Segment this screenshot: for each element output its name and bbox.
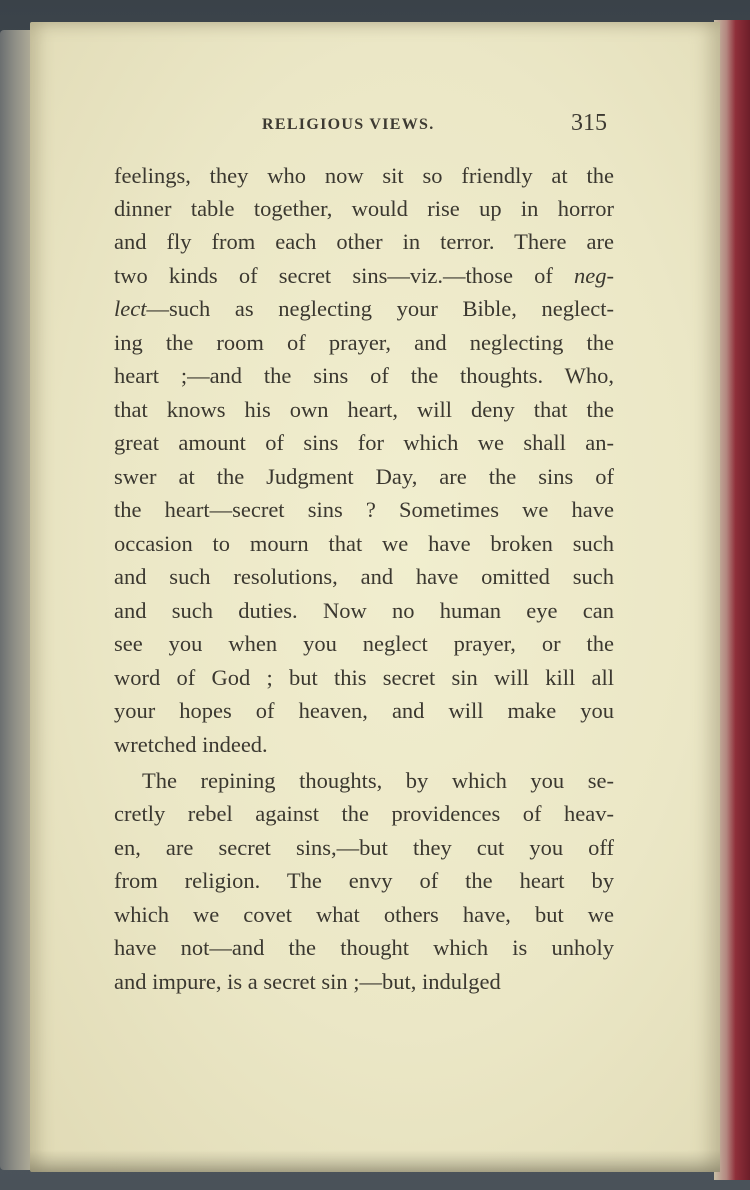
text-line: have not—and the thought which is unholy [114, 935, 614, 960]
text-line: wretched indeed. [114, 732, 268, 757]
text-line: and such resolutions, and have omitted such [114, 564, 614, 589]
text-line: which we covet what others have, but we [114, 902, 614, 927]
text-line: from religion. The envy of the heart by [114, 868, 614, 893]
running-head: RELIGIOUS VIEWS. [262, 116, 435, 133]
text-line: that knows his own heart, will deny that the [114, 397, 614, 422]
text-line: ing the room of prayer, and neglecting the [114, 330, 614, 355]
text-line: two kinds of secret sins—viz.—those of neg- [114, 263, 614, 288]
page-bottom-shadow [30, 1150, 720, 1172]
text-line: and impure, is a secret sin ;—but, indulged [114, 969, 501, 994]
text-line: occasion to mourn that we have broken such [114, 531, 614, 556]
text-line: your hopes of heaven, and will make you [114, 698, 614, 723]
text-line: great amount of sins for which we shall an- [114, 430, 614, 455]
text-line: The repining thoughts, by which you se- [142, 768, 614, 793]
book-page [30, 22, 720, 1172]
text-line: feelings, they who now sit so friendly at the [114, 163, 614, 188]
text-line: the heart—secret sins ? Sometimes we have [114, 497, 614, 522]
text-line: swer at the Judgment Day, are the sins of [114, 464, 614, 489]
page-number: 315 [571, 110, 607, 136]
text-line: heart ;—and the sins of the thoughts. Who, [114, 363, 614, 388]
italic-word: lect [114, 296, 147, 321]
text-line: cretly rebel against the providences of heav- [114, 801, 614, 826]
italic-word: neg- [574, 263, 614, 288]
text-line: lect—such as neglecting your Bible, neglect- [114, 296, 614, 321]
text-line: and fly from each other in terror. There are [114, 229, 614, 254]
text-line: and such duties. Now no human eye can [114, 598, 614, 623]
text-line: word of God ; but this secret sin will kill all [114, 665, 614, 690]
text-line: see you when you neglect prayer, or the [114, 631, 614, 656]
text-line: dinner table together, would rise up in horror [114, 196, 614, 221]
text-line: en, are secret sins,—but they cut you off [114, 835, 614, 860]
